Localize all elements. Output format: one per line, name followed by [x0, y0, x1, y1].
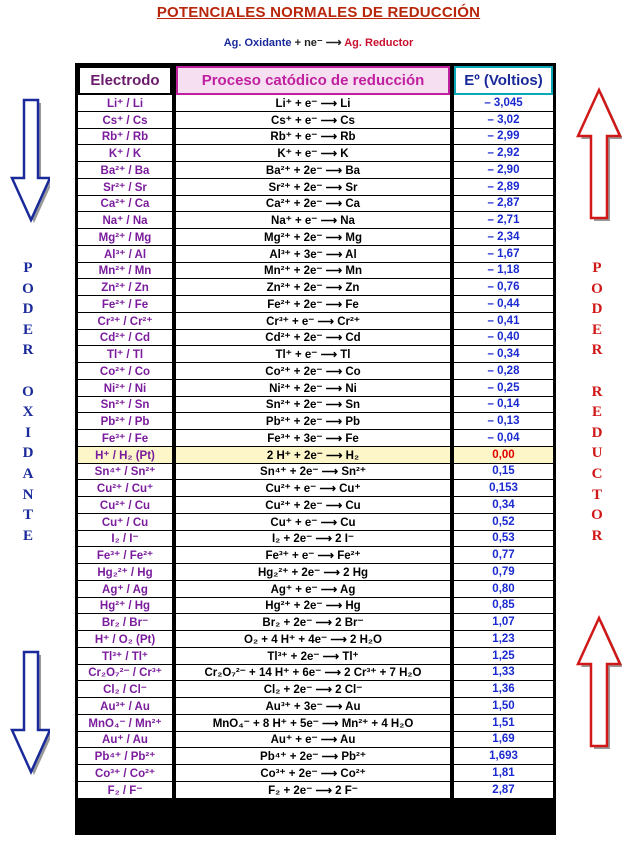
cell-proceso: Co²⁺ + 2e⁻ ⟶ Co — [176, 363, 450, 380]
cell-proceso: Mg²⁺ + 2e⁻ ⟶ Mg — [176, 229, 450, 246]
side-letter — [18, 361, 38, 382]
cell-e0: – 2,71 — [454, 212, 553, 229]
cell-electrodo: Li⁺ / Li — [78, 95, 172, 112]
cell-e0: 1,81 — [454, 765, 553, 782]
cell-proceso: Fe³⁺ + e⁻ ⟶ Fe²⁺ — [176, 547, 450, 564]
arrow-down-icon — [10, 96, 50, 226]
cell-electrodo: MnO₄⁻ / Mn²⁺ — [78, 715, 172, 732]
cell-e0: – 0,04 — [454, 430, 553, 447]
cell-electrodo: H⁺ / H₂ (Pt) — [78, 447, 172, 464]
cell-electrodo: Au⁺ / Au — [78, 732, 172, 749]
side-letter: E — [22, 321, 33, 338]
cell-electrodo: Zn²⁺ / Zn — [78, 279, 172, 296]
cell-electrodo: Ba²⁺ / Ba — [78, 162, 172, 179]
side-letter: O — [22, 383, 34, 400]
cell-e0: 1,36 — [454, 681, 553, 698]
cell-electrodo: Al³⁺ / Al — [78, 246, 172, 263]
cell-electrodo: Sn²⁺ / Sn — [78, 397, 172, 414]
cell-electrodo: Sr²⁺ / Sr — [78, 179, 172, 196]
page-title: POTENCIALES NORMALES DE REDUCCIÓN — [156, 4, 481, 21]
side-letter: I — [25, 424, 31, 441]
cell-electrodo: Cu²⁺ / Cu⁺ — [78, 480, 172, 497]
cell-proceso: Hg₂²⁺ + 2e⁻ ⟶ 2 Hg — [176, 564, 450, 581]
cell-proceso: Al³⁺ + 3e⁻ ⟶ Al — [176, 246, 450, 263]
cell-e0: – 0,40 — [454, 330, 553, 347]
cell-e0: 0,34 — [454, 497, 553, 514]
side-letter: E — [22, 527, 33, 544]
cell-proceso: F₂ + 2e⁻ ⟶ 2 F⁻ — [176, 782, 450, 799]
cell-proceso: Sn⁴⁺ + 2e⁻ ⟶ Sn²⁺ — [176, 464, 450, 481]
cell-electrodo: Cs⁺ / Cs — [78, 112, 172, 129]
cell-proceso: Cd²⁺ + 2e⁻ ⟶ Cd — [176, 330, 450, 347]
cell-electrodo: Tl⁺ / Tl — [78, 346, 172, 363]
side-letter: O — [22, 280, 34, 297]
cell-e0: – 2,89 — [454, 179, 553, 196]
side-letter: C — [591, 465, 603, 482]
header-e0: Eº (Voltios) — [454, 66, 553, 95]
cell-electrodo: Mg²⁺ / Mg — [78, 229, 172, 246]
side-letter: O — [591, 507, 603, 524]
cell-e0: – 2,99 — [454, 129, 553, 146]
side-letter: R — [591, 527, 603, 544]
subtitle-oxidante: Ag. Oxidante — [223, 37, 292, 49]
side-letter: U — [591, 445, 603, 462]
cell-electrodo: Pb²⁺ / Pb — [78, 413, 172, 430]
side-letter: R — [22, 342, 34, 359]
cell-electrodo: K⁺ / K — [78, 145, 172, 162]
cell-proceso: Cu²⁺ + 2e⁻ ⟶ Cu — [176, 497, 450, 514]
cell-e0: 1,33 — [454, 665, 553, 682]
cell-e0: 2,87 — [454, 782, 553, 799]
side-letter: O — [591, 280, 603, 297]
cell-proceso: Ni²⁺ + 2e⁻ ⟶ Ni — [176, 380, 450, 397]
cell-e0: 1,23 — [454, 631, 553, 648]
side-label-poder-reductor — [587, 258, 607, 546]
cell-electrodo: Fe²⁺ / Fe — [78, 296, 172, 313]
cell-e0: – 0,14 — [454, 397, 553, 414]
cell-e0: – 0,13 — [454, 413, 553, 430]
cell-e0: 0,15 — [454, 464, 553, 481]
cell-e0: 0,77 — [454, 547, 553, 564]
cell-e0: 1,25 — [454, 648, 553, 665]
side-letter: D — [591, 301, 603, 318]
cell-proceso: Au³⁺ + 3e⁻ ⟶ Au — [176, 698, 450, 715]
cell-e0: 1,07 — [454, 614, 553, 631]
cell-electrodo: Hg²⁺ / Hg — [78, 598, 172, 615]
cell-e0: – 3,02 — [454, 112, 553, 129]
cell-proceso: Fe²⁺ + 2e⁻ ⟶ Fe — [176, 296, 450, 313]
side-letter: X — [22, 404, 34, 421]
subtitle-reductor: Ag. Reductor — [344, 37, 414, 49]
cell-electrodo: Br₂ / Br⁻ — [78, 614, 172, 631]
side-letter: E — [591, 404, 602, 421]
cell-electrodo: Co²⁺ / Co — [78, 363, 172, 380]
cell-proceso: Br₂ + 2e⁻ ⟶ 2 Br⁻ — [176, 614, 450, 631]
side-letter: T — [591, 486, 602, 503]
cell-electrodo: Au³⁺ / Au — [78, 698, 172, 715]
cell-e0: 1,51 — [454, 715, 553, 732]
cell-e0: 0,53 — [454, 531, 553, 548]
side-letter: D — [22, 445, 34, 462]
side-letter: T — [22, 507, 33, 524]
cell-e0: – 0,44 — [454, 296, 553, 313]
cell-e0: – 0,76 — [454, 279, 553, 296]
cell-e0: – 1,67 — [454, 246, 553, 263]
cell-electrodo: Fe³⁺ / Fe — [78, 430, 172, 447]
header-proceso: Proceso catódico de reducción — [176, 66, 450, 95]
cell-proceso: Cu⁺ + e⁻ ⟶ Cu — [176, 514, 450, 531]
cell-proceso: Sr²⁺ + 2e⁻ ⟶ Sr — [176, 179, 450, 196]
cell-electrodo: I₂ / I⁻ — [78, 531, 172, 548]
cell-electrodo: Fe³⁺ / Fe²⁺ — [78, 547, 172, 564]
cell-electrodo: Mn²⁺ / Mn — [78, 263, 172, 280]
cell-electrodo: F₂ / F⁻ — [78, 782, 172, 799]
header-electrodo: Electrodo — [78, 66, 172, 95]
side-label-poder-oxidante — [18, 258, 38, 546]
side-letter: N — [22, 486, 34, 503]
subtitle-middle: + ne⁻ ⟶ — [294, 37, 342, 49]
cell-electrodo: Ni²⁺ / Ni — [78, 380, 172, 397]
cell-proceso: Mn²⁺ + 2e⁻ ⟶ Mn — [176, 263, 450, 280]
cell-e0: 1,693 — [454, 748, 553, 765]
cell-electrodo: Cr₂O₇²⁻ / Cr³⁺ — [78, 665, 172, 682]
cell-proceso: O₂ + 4 H⁺ + 4e⁻ ⟶ 2 H₂O — [176, 631, 450, 648]
cell-proceso: Cr³⁺ + e⁻ ⟶ Cr²⁺ — [176, 313, 450, 330]
cell-proceso: Tl³⁺ + 2e⁻ ⟶ Tl⁺ — [176, 648, 450, 665]
cell-electrodo: Cu²⁺ / Cu — [78, 497, 172, 514]
cell-e0: 0,79 — [454, 564, 553, 581]
cell-proceso: Ba²⁺ + 2e⁻ ⟶ Ba — [176, 162, 450, 179]
cell-e0: – 2,92 — [454, 145, 553, 162]
cell-e0: – 0,34 — [454, 346, 553, 363]
cell-proceso: Tl⁺ + e⁻ ⟶ Tl — [176, 346, 450, 363]
cell-proceso: Ag⁺ + e⁻ ⟶ Ag — [176, 581, 450, 598]
cell-proceso: Zn²⁺ + 2e⁻ ⟶ Zn — [176, 279, 450, 296]
cell-e0: – 1,18 — [454, 263, 553, 280]
cell-proceso: MnO₄⁻ + 8 H⁺ + 5e⁻ ⟶ Mn²⁺ + 4 H₂O — [176, 715, 450, 732]
potentials-table — [75, 63, 556, 835]
cell-e0: – 3,045 — [454, 95, 553, 112]
side-letter: R — [591, 342, 603, 359]
side-letter: A — [22, 465, 34, 482]
side-letter: P — [592, 260, 602, 276]
cell-proceso: Fe³⁺ + 3e⁻ ⟶ Fe — [176, 430, 450, 447]
cell-proceso: Sn²⁺ + 2e⁻ ⟶ Sn — [176, 397, 450, 414]
cell-proceso: Cr₂O₇²⁻ + 14 H⁺ + 6e⁻ ⟶ 2 Cr³⁺ + 7 H₂O — [176, 665, 450, 682]
cell-proceso: Co³⁺ + 2e⁻ ⟶ Co²⁺ — [176, 765, 450, 782]
cell-electrodo: Ag⁺ / Ag — [78, 581, 172, 598]
cell-proceso: Na⁺ + e⁻ ⟶ Na — [176, 212, 450, 229]
cell-proceso: Cs⁺ + e⁻ ⟶ Cs — [176, 112, 450, 129]
cell-electrodo: Co³⁺ / Co²⁺ — [78, 765, 172, 782]
side-letter: R — [591, 383, 603, 400]
subtitle-equation — [0, 36, 637, 49]
cell-proceso: Hg²⁺ + 2e⁻ ⟶ Hg — [176, 598, 450, 615]
cell-e0: 0,80 — [454, 581, 553, 598]
side-letter: D — [591, 424, 603, 441]
cell-electrodo: Tl³⁺ / Tl⁺ — [78, 648, 172, 665]
side-letter: E — [591, 321, 602, 338]
arrow-up-icon — [576, 86, 622, 226]
cell-electrodo: Sn⁴⁺ / Sn²⁺ — [78, 464, 172, 481]
cell-proceso: Cl₂ + 2e⁻ ⟶ 2 Cl⁻ — [176, 681, 450, 698]
arrow-up-icon — [576, 614, 622, 754]
cell-proceso: Ca²⁺ + 2e⁻ ⟶ Ca — [176, 196, 450, 213]
cell-e0: – 2,90 — [454, 162, 553, 179]
cell-e0: 0,153 — [454, 480, 553, 497]
cell-electrodo: Ca²⁺ / Ca — [78, 196, 172, 213]
cell-electrodo: Cd²⁺ / Cd — [78, 330, 172, 347]
side-letter: P — [23, 260, 33, 276]
cell-proceso: Pb⁴⁺ + 2e⁻ ⟶ Pb²⁺ — [176, 748, 450, 765]
side-letter: D — [22, 301, 34, 318]
cell-electrodo: Na⁺ / Na — [78, 212, 172, 229]
cell-electrodo: Rb⁺ / Rb — [78, 129, 172, 146]
cell-e0: 0,00 — [454, 447, 553, 464]
arrow-down-icon — [10, 648, 50, 778]
cell-proceso: Au⁺ + e⁻ ⟶ Au — [176, 732, 450, 749]
cell-e0: – 0,41 — [454, 313, 553, 330]
cell-proceso: K⁺ + e⁻ ⟶ K — [176, 145, 450, 162]
cell-e0: – 0,25 — [454, 380, 553, 397]
cell-electrodo: Pb⁴⁺ / Pb²⁺ — [78, 748, 172, 765]
side-letter — [587, 361, 607, 382]
cell-proceso: Pb²⁺ + 2e⁻ ⟶ Pb — [176, 413, 450, 430]
cell-proceso: Li⁺ + e⁻ ⟶ Li — [176, 95, 450, 112]
cell-e0: 0,85 — [454, 598, 553, 615]
cell-e0: 0,52 — [454, 514, 553, 531]
cell-e0: 1,50 — [454, 698, 553, 715]
cell-e0: – 2,34 — [454, 229, 553, 246]
cell-proceso: Cu²⁺ + e⁻ ⟶ Cu⁺ — [176, 480, 450, 497]
cell-electrodo: Cu⁺ / Cu — [78, 514, 172, 531]
cell-e0: 1,69 — [454, 732, 553, 749]
cell-electrodo: H⁺ / O₂ (Pt) — [78, 631, 172, 648]
cell-electrodo: Cr³⁺ / Cr²⁺ — [78, 313, 172, 330]
cell-proceso: 2 H⁺ + 2e⁻ ⟶ H₂ — [176, 447, 450, 464]
cell-e0: – 2,87 — [454, 196, 553, 213]
cell-electrodo: Cl₂ / Cl⁻ — [78, 681, 172, 698]
cell-proceso: Rb⁺ + e⁻ ⟶ Rb — [176, 129, 450, 146]
cell-electrodo: Hg₂²⁺ / Hg — [78, 564, 172, 581]
cell-proceso: I₂ + 2e⁻ ⟶ 2 I⁻ — [176, 531, 450, 548]
cell-e0: – 0,28 — [454, 363, 553, 380]
